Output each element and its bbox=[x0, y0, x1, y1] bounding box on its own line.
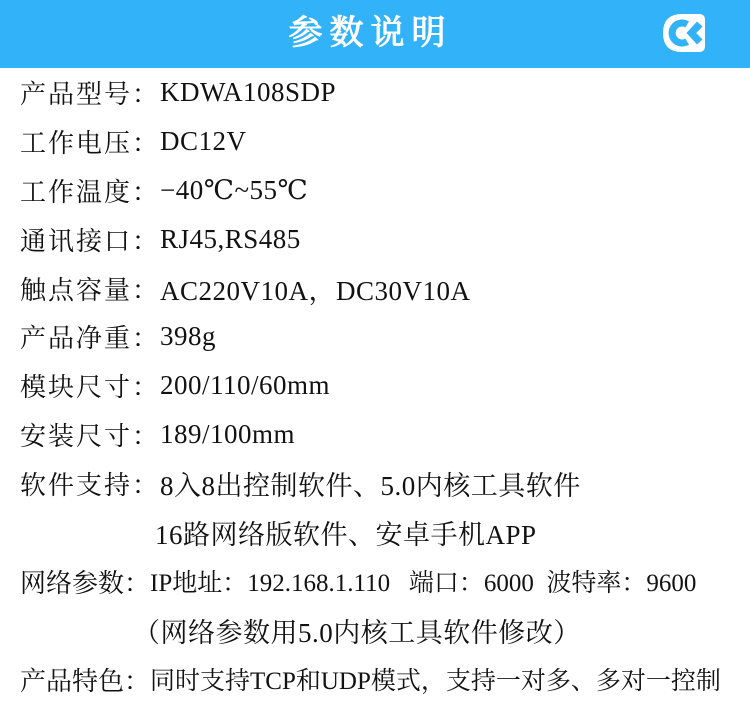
spec-value: （网络参数用5.0内核工具软件修改） bbox=[133, 617, 581, 648]
spec-row-interface bbox=[20, 215, 750, 264]
spec-label: 工作电压： bbox=[20, 128, 161, 158]
spec-row-module-size bbox=[20, 361, 750, 410]
spec-value: 8入8出控制软件、5.0内核工具软件 bbox=[160, 471, 581, 502]
spec-row-software bbox=[20, 459, 750, 508]
spec-row-temperature bbox=[20, 166, 750, 215]
spec-label: 网络参数： bbox=[20, 568, 151, 598]
logo-k-icon bbox=[662, 13, 706, 53]
spec-row-mount-size bbox=[20, 410, 750, 459]
spec-label: 产品净重： bbox=[20, 324, 161, 354]
spec-value: 398g bbox=[160, 321, 217, 352]
spec-value: RJ45,RS485 bbox=[160, 223, 301, 254]
spec-row-voltage bbox=[20, 117, 750, 166]
spec-row-network-note bbox=[20, 606, 750, 655]
spec-row-weight bbox=[20, 312, 750, 361]
spec-label: 产品特色： bbox=[20, 666, 151, 696]
spec-value: 200/110/60mm bbox=[160, 370, 331, 401]
spec-label: 工作温度： bbox=[20, 177, 161, 207]
specs-list bbox=[0, 68, 750, 704]
spec-label: 模块尺寸： bbox=[20, 373, 161, 403]
spec-row-software-cont bbox=[20, 508, 750, 557]
spec-label: 通讯接口： bbox=[20, 226, 161, 256]
spec-value: IP地址：192.168.1.110 端口：6000 波特率：9600 bbox=[150, 570, 697, 598]
spec-value: 16路网络版软件、安卓手机APP bbox=[155, 519, 537, 550]
spec-value: DC12V bbox=[160, 125, 247, 156]
spec-label: 软件支持： bbox=[20, 471, 161, 501]
spec-value: KDWA108SDP bbox=[160, 76, 337, 107]
spec-value: AC220V10A，DC30V10A bbox=[160, 275, 471, 306]
spec-value: 同时支持TCP和UDP模式，支持一对多、多对一控制 bbox=[150, 668, 721, 696]
spec-row-features bbox=[20, 655, 750, 704]
spec-label: 触点容量： bbox=[20, 275, 161, 305]
spec-row-network-params bbox=[20, 557, 750, 606]
spec-label: 安装尺寸： bbox=[20, 422, 161, 452]
spec-row-model bbox=[20, 68, 750, 117]
brand-logo bbox=[662, 13, 706, 53]
spec-value: −40℃~55℃ bbox=[160, 174, 309, 205]
page-title: 参数说明 bbox=[288, 15, 453, 52]
spec-row-contact-capacity bbox=[20, 264, 750, 313]
spec-value: 189/100mm bbox=[160, 419, 296, 450]
header-bar bbox=[0, 0, 750, 68]
spec-label: 产品型号： bbox=[20, 79, 161, 109]
